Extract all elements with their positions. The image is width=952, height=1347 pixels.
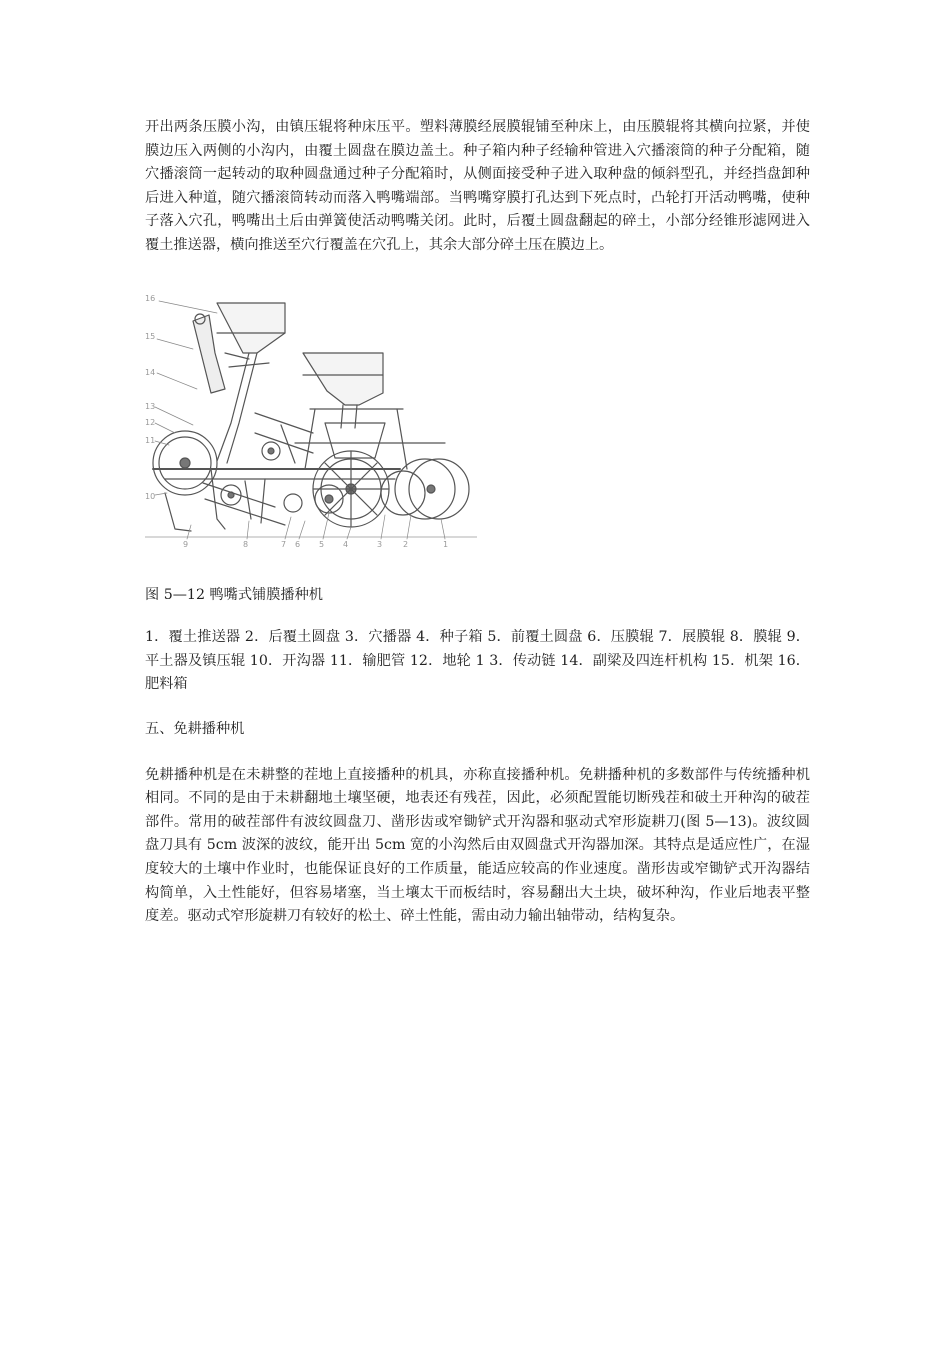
callout-15: 15 (145, 331, 156, 341)
callout-3: 3 (377, 539, 383, 548)
callout-10: 10 (145, 491, 156, 501)
callout-2: 2 (403, 539, 409, 548)
seeder-machine-figure (145, 293, 477, 548)
figure-caption: 图 5—12 鸭嘴式铺膜播种机 (145, 586, 323, 603)
callout-12: 12 (145, 417, 156, 427)
callout-1: 1 (443, 539, 449, 548)
document-page (145, 116, 810, 929)
callout-14: 14 (145, 367, 156, 377)
callout-6: 6 (295, 539, 301, 548)
callout-7: 7 (281, 539, 287, 548)
callout-9: 9 (183, 539, 189, 548)
callout-16: 16 (145, 293, 156, 303)
figure-legend: 1．覆土推送器 2．后覆土圆盘 3．穴播器 4．种子箱 5．前覆土圆盘 6．压膜辊 7．展膜辊 8．膜辊 9．平土器及镇压辊 10．开沟器 11．输肥管 12．地轮 1 3．传动链 14．副梁及四连杆机构 15．机架 16．肥料箱 (145, 629, 810, 693)
seeder-machine-drawing (145, 293, 477, 548)
body-paragraph: 开出两条压膜小沟，由镇压辊将种床压平。塑料薄膜经展膜辊铺至种床上，由压膜辊将其横向拉紧，并使膜边压入两侧的小沟内，由覆土圆盘在膜边盖土。种子箱内种子经输种管进入穴播滚筒的种子分配箱，随穴播滚筒一起转动的取种圆盘通过种子分配箱时，从侧面接受种子进入取种盘的倾斜型孔，并经挡盘卸种后进入种道，随穴播滚筒转动而落入鸭嘴端部。当鸭嘴穿膜打孔达到下死点时，凸轮打开活动鸭嘴，使种子落入穴孔，鸭嘴出土后由弹簧使活动鸭嘴关闭。此时，后覆土圆盘翻起的碎土，小部分经锥形滤网进入覆土推送器，横向推送至穴行覆盖在穴孔上，其余大部分碎土压在膜边上。 (145, 119, 810, 253)
section-heading: 五、免耕播种机 (145, 720, 245, 737)
callout-5: 5 (319, 539, 325, 548)
callout-8: 8 (243, 539, 249, 548)
callout-4: 4 (343, 539, 349, 548)
callout-13: 13 (145, 401, 156, 411)
callout-11: 11 (145, 435, 156, 445)
body-paragraph: 免耕播种机是在未耕整的茬地上直接播种的机具，亦称直接播种机。免耕播种机的多数部件与传统播种机相同。不同的是由于未耕翻地土壤坚硬，地表还有残茬，因此，必须配置能切断残茬和破土开种沟的破茬部件。常用的破茬部件有波纹圆盘刀、凿形齿或窄锄铲式开沟器和驱动式窄形旋耕刀(图 5—13)。波纹圆盘刀具有 5cm 波深的波纹，能开出 5cm 宽的小沟然后由双圆盘式开沟器加深。其特点是适应性广，在湿度较大的土壤中作业时，也能保证良好的工作质量，能适应较高的作业速度。凿形齿或窄锄铲式开沟器结构简单，入土性能好，但容易堵塞，当土壤太干而板结时，容易翻出大土块，破坏种沟，作业后地表平整度差。驱动式窄形旋耕刀有较好的松土、碎土性能，需由动力输出轴带动，结构复杂。 (145, 766, 810, 925)
